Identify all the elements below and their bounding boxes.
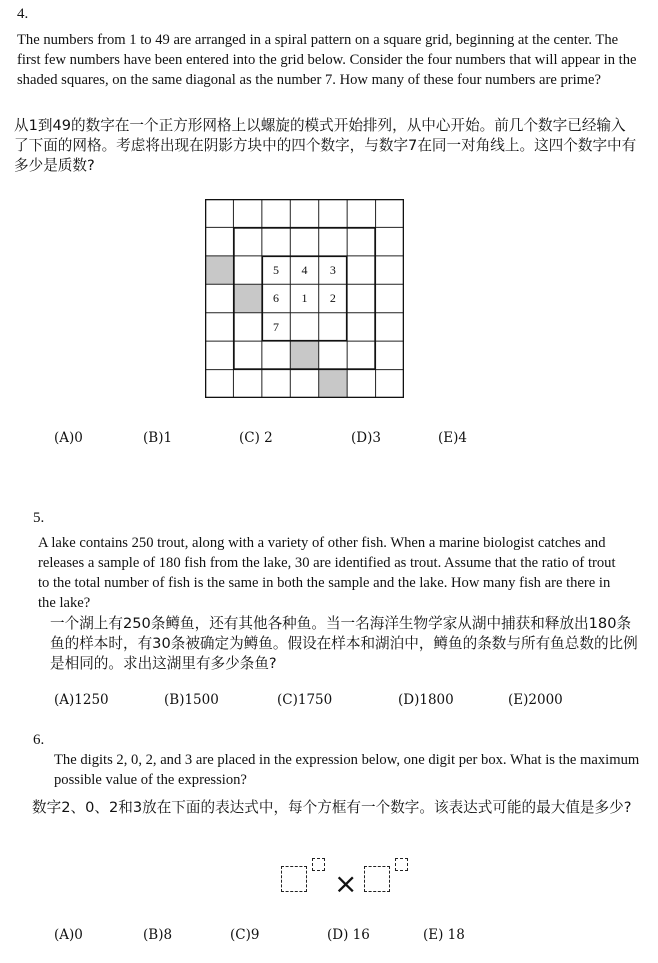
problem-6-number: 6. bbox=[33, 732, 45, 748]
problem-6-text-en: The digits 2, 0, 2, and 3 are placed in the expression below, one digit per box. What is the maximum possible value of the expression? bbox=[54, 752, 640, 788]
problem-6-choice-c[interactable]: (C)9 bbox=[230, 927, 260, 943]
shaded-cell bbox=[290, 341, 318, 369]
problem-5-text-zh: 一个湖上有250条鳟鱼，还有其他各种鱼。当一名海洋生物学家从湖中捕获和释放出180条鱼的样本时，有30条被确定为鳟鱼。假设在样本和湖泊中，鳟鱼的条数与所有鱼总数的比例是相同的。求出这湖里有多少条鱼? bbox=[50, 615, 638, 672]
grid-cell-number: 3 bbox=[329, 262, 336, 277]
problem-6-text-zh bbox=[32, 798, 634, 818]
problem-6-text-zh-content: 数字2、0、2和3放在下面的表达式中，每个方框有一个数字。该表达式可能的最大值是多少? bbox=[32, 799, 632, 816]
grid-cell-number: 1 bbox=[301, 291, 308, 306]
exponent-box-1[interactable] bbox=[312, 858, 325, 871]
grid-cell-number: 2 bbox=[329, 291, 336, 306]
problem-5-text-en: A lake contains 250 trout, along with a variety of other fish. When a marine biologist catches and releases a sample of 180 fish from the lake, 30 are identified as trout. Assume that the ratio of trout to the total number of fish is the same in both the sample and the lake. How many fish are there in the lake? bbox=[38, 535, 616, 611]
base-box-1[interactable] bbox=[281, 866, 307, 892]
problem-6-choice-d[interactable]: (D) 16 bbox=[327, 927, 370, 943]
problem-6-choice-a[interactable]: (A)0 bbox=[54, 927, 83, 943]
problem-4-number: 4. bbox=[17, 6, 29, 22]
problem-5-choice-c[interactable]: (C)1750 bbox=[277, 692, 333, 708]
problem-4-choice-e[interactable]: (E)4 bbox=[438, 430, 467, 446]
problem-4-choice-b[interactable]: (B)1 bbox=[143, 430, 173, 446]
problem-6-choice-b[interactable]: (B)8 bbox=[143, 927, 173, 943]
grid-cell-number: 7 bbox=[273, 319, 280, 334]
problem-5-choice-d[interactable]: (D)1800 bbox=[398, 692, 454, 708]
expression bbox=[281, 856, 411, 900]
problem-5-choice-b[interactable]: (B)1500 bbox=[164, 692, 219, 708]
problem-5-choice-a[interactable]: (A)1250 bbox=[54, 692, 109, 708]
problem-5-choice-e[interactable]: (E)2000 bbox=[508, 692, 563, 708]
shaded-cell bbox=[205, 256, 233, 284]
times-symbol: × bbox=[334, 867, 358, 900]
problem-4-text-en: The numbers from 1 to 49 are arranged in a spiral pattern on a square grid, beginning at the center. The first few numbers have been entered into the grid below. Consider the four numbers that will appear in the shaded squares, on the same diagonal as the number 7. How many of these four numbers are prime? bbox=[17, 32, 637, 88]
shaded-cell bbox=[319, 370, 347, 398]
problem-6-choice-e[interactable]: (E) 18 bbox=[423, 927, 465, 943]
problem-5-number: 5. bbox=[33, 510, 45, 526]
problem-4-choice-a[interactable]: (A)0 bbox=[54, 430, 83, 446]
base-box-2[interactable] bbox=[364, 866, 390, 892]
grid-cell-number: 4 bbox=[301, 262, 308, 277]
shaded-cell bbox=[233, 284, 261, 312]
problem-4-choice-c[interactable]: (C) 2 bbox=[239, 430, 273, 446]
problem-4-choice-d[interactable]: (D)3 bbox=[351, 430, 381, 446]
grid-cell-number: 5 bbox=[273, 262, 280, 277]
grid-cell-number: 6 bbox=[273, 291, 280, 306]
problem-4-text-zh: 从1到49的数字在一个正方形网格上以螺旋的模式开始排列，从中心开始。前几个数字已经输入了下面的网格。考虑将出现在阴影方块中的四个数字，与数字7在同一对角线上。这四个数字中有多少是质数? bbox=[14, 117, 637, 174]
exponent-box-2[interactable] bbox=[395, 858, 408, 871]
spiral-grid bbox=[205, 199, 404, 398]
